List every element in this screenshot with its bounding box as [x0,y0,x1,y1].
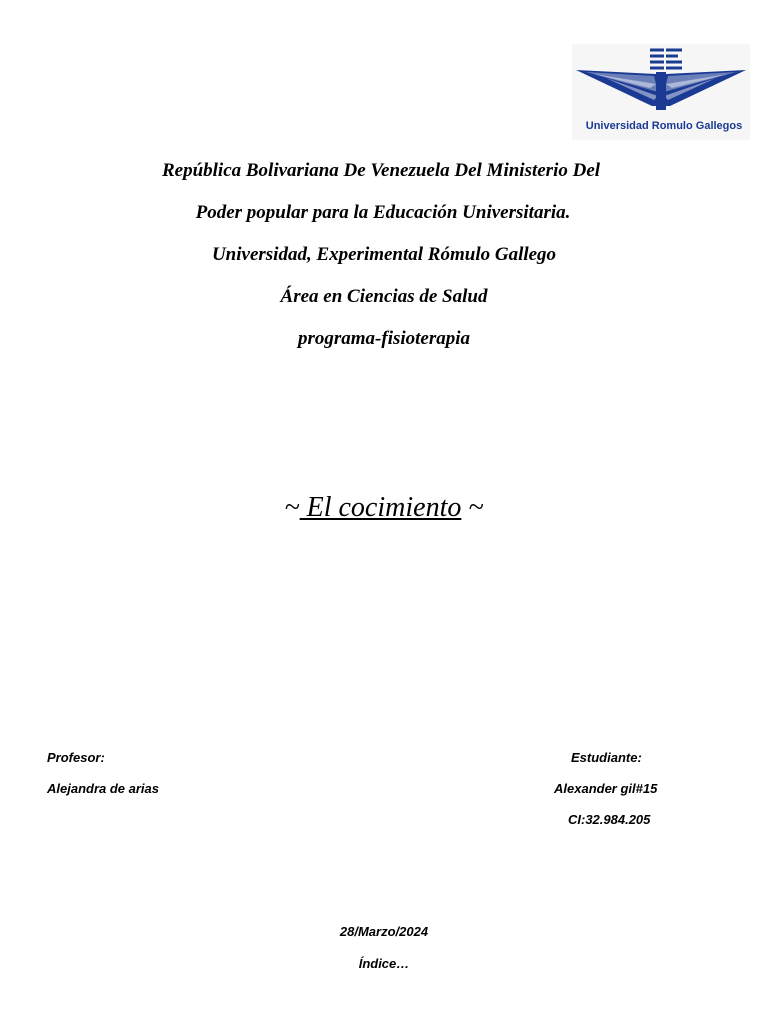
student-label: Estudiante: [571,750,642,765]
header-line-5: programa-fisioterapia [297,328,471,349]
title-suffix: ~ [468,492,484,523]
header-line-4: Área en Ciencias de Salud [280,286,488,307]
header-line-2: Poder popular para la Educación Universitaria. [195,202,571,223]
title-text: El cocimiento [299,492,462,523]
document-title [0,492,768,524]
logo-university-name: Universidad Romulo Gallegos [585,120,743,132]
professor-name: Alejandra de arias [47,781,159,796]
title-prefix: ~ [284,492,300,523]
index-heading: Índice… [358,956,410,971]
header-line-3: Universidad, Experimental Rómulo Gallego [211,244,557,265]
professor-label: Profesor: [47,750,105,765]
student-name: Alexander gil#15 [554,781,658,796]
document-date: 28/Marzo/2024 [339,924,429,939]
student-ci: CI:32.984.205 [568,812,651,827]
university-logo [572,44,750,140]
header-line-1: República Bolivariana De Venezuela Del Ministerio Del [161,160,601,181]
